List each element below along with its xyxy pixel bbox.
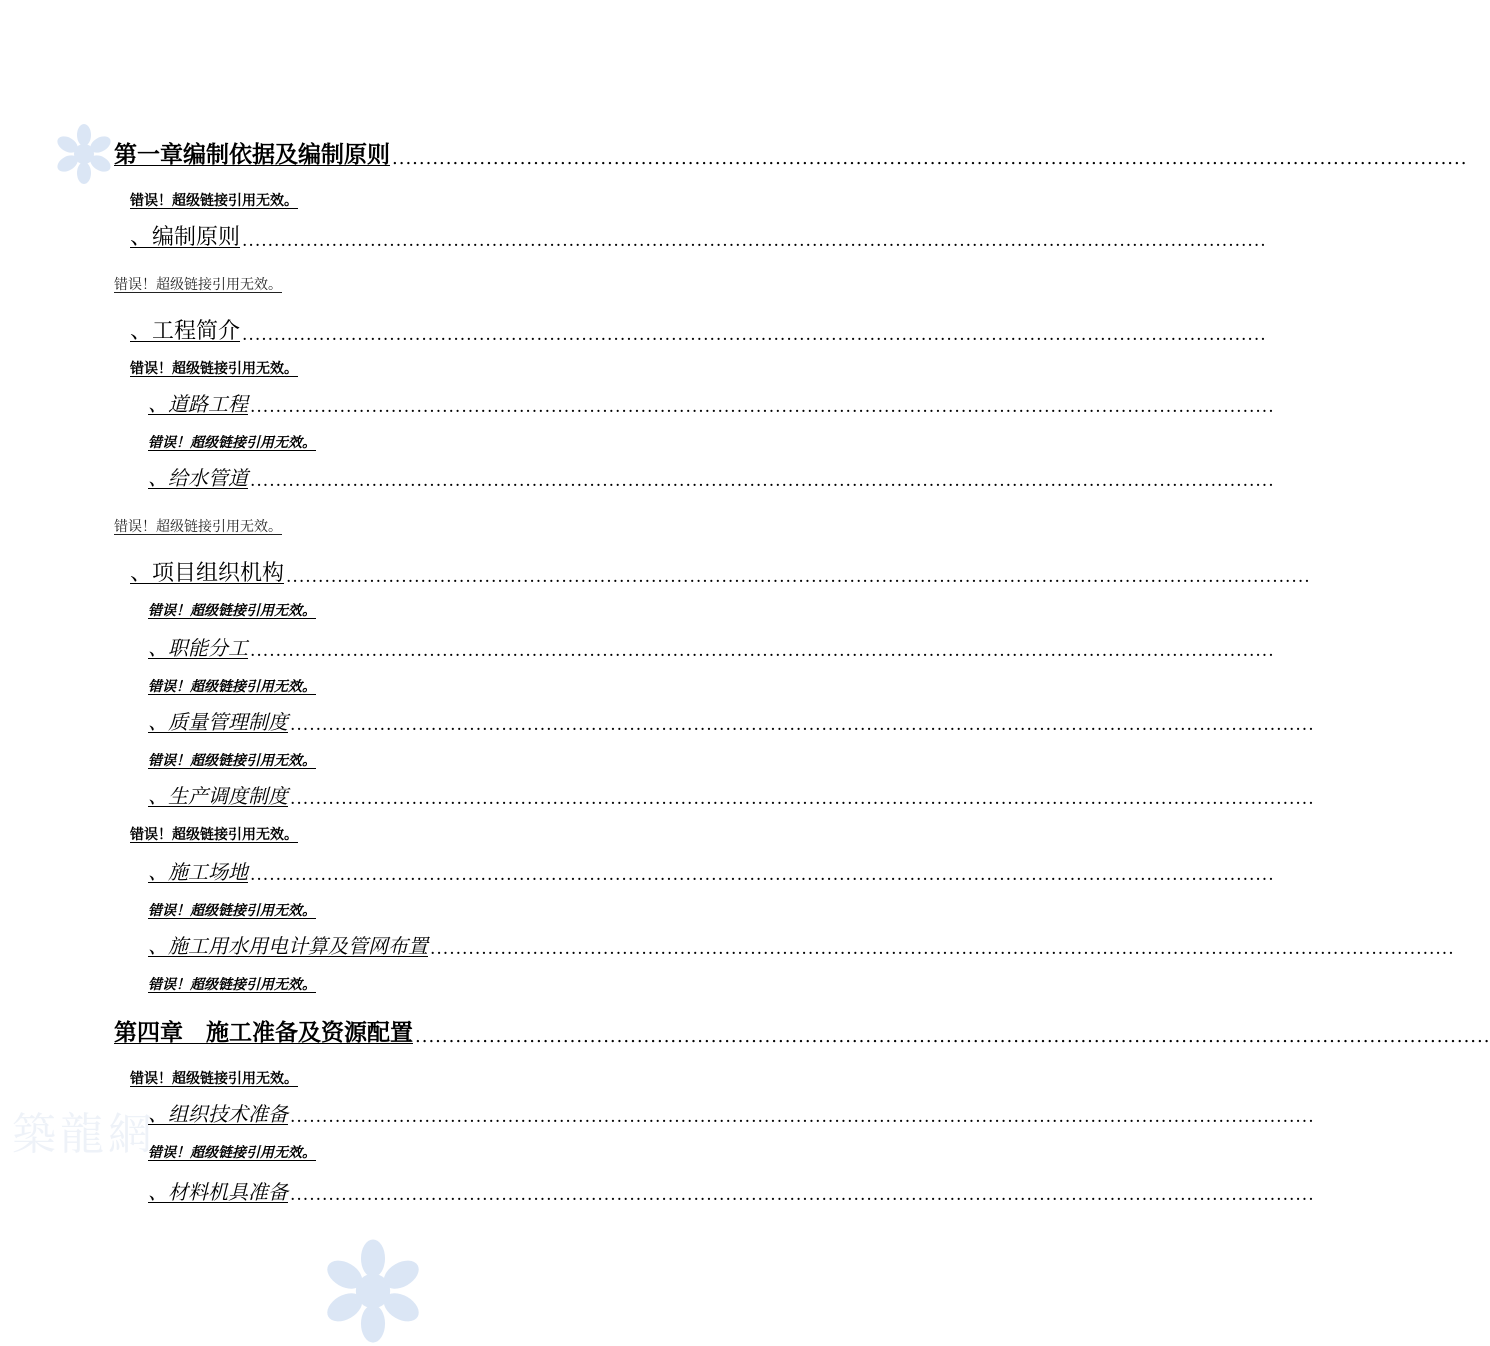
- broken-hyperlink-error[interactable]: 错误！超级链接引用无效。: [148, 1145, 316, 1161]
- toc-entry-title: 、施工场地: [148, 860, 248, 884]
- broken-hyperlink-error[interactable]: 错误！超级链接引用无效。: [130, 827, 298, 843]
- toc-entry-sub[interactable]: [0, 1176, 1315, 1205]
- toc-dot-leader: ................................................................................................................................................................: [290, 1185, 1315, 1205]
- watermark-logo-icon: [318, 1236, 428, 1346]
- toc-entry-title: 、工程简介: [130, 319, 241, 344]
- broken-hyperlink-error[interactable]: 错误！超级链接引用无效。: [148, 679, 316, 695]
- broken-hyperlink-error[interactable]: 错误！超级链接引用无效。: [130, 193, 298, 209]
- broken-hyperlink-error[interactable]: 错误！超级链接引用无效。: [148, 753, 316, 769]
- broken-hyperlink-error[interactable]: 错误！超级链接引用无效。: [148, 603, 316, 619]
- toc-entry-sub[interactable]: [0, 632, 1275, 661]
- toc-entry-sub[interactable]: [0, 856, 1275, 885]
- toc-entry-title: 、项目组织机构: [130, 561, 285, 586]
- toc-entry-section[interactable]: [0, 556, 1311, 587]
- toc-dot-leader: ................................................................................................................................................................: [430, 939, 1455, 959]
- toc-entry-section[interactable]: [0, 314, 1267, 345]
- toc-entry-sub[interactable]: [0, 930, 1455, 959]
- toc-entry-title: 、编制原则: [130, 225, 241, 250]
- toc-entry-sub[interactable]: [0, 1098, 1315, 1127]
- broken-hyperlink-error[interactable]: 错误！超级链接引用无效。: [148, 977, 316, 993]
- toc-entry-chapter[interactable]: [0, 136, 1468, 169]
- watermark-text: 築龍網: [12, 1109, 156, 1160]
- broken-hyperlink-error[interactable]: 错误！超级链接引用无效。: [148, 903, 316, 919]
- toc-entry-title: 、质量管理制度: [148, 710, 288, 734]
- toc-entry-title: 、给水管道: [148, 466, 248, 490]
- toc-entry-title: 、道路工程: [148, 392, 248, 416]
- broken-hyperlink-error[interactable]: 错误！超级链接引用无效。: [130, 361, 298, 377]
- toc-dot-leader: ................................................................................................................................................................: [250, 397, 1275, 417]
- toc-dot-leader: ................................................................................................................................................................: [250, 865, 1275, 885]
- toc-entry-title: 、材料机具准备: [148, 1180, 288, 1204]
- toc-entry-sub[interactable]: [0, 706, 1315, 735]
- toc-entry-sub[interactable]: [0, 388, 1275, 417]
- toc-dot-leader: ................................................................................................................................................................: [290, 715, 1315, 735]
- toc-dot-leader: ................................................................................................................................................................: [250, 471, 1275, 491]
- broken-hyperlink-error[interactable]: 错误！超级链接引用无效。: [148, 435, 316, 451]
- toc-dot-leader: ................................................................................................................................................................: [242, 231, 1267, 251]
- broken-hyperlink-error[interactable]: 错误！超级链接引用无效。: [114, 277, 282, 293]
- toc-dot-leader: ................................................................................................................................................................: [242, 325, 1267, 345]
- toc-entry-title: 、职能分工: [148, 636, 248, 660]
- toc-entry-section[interactable]: [0, 220, 1267, 251]
- broken-hyperlink-error[interactable]: 错误！超级链接引用无效。: [114, 519, 282, 535]
- toc-dot-leader: ................................................................................................................................................................: [415, 1026, 1490, 1047]
- toc-entry-sub[interactable]: [0, 462, 1275, 491]
- toc-dot-leader: ................................................................................................................................................................: [250, 641, 1275, 661]
- toc-entry-title: 、生产调度制度: [148, 784, 288, 808]
- toc-entry-sub[interactable]: [0, 780, 1315, 809]
- toc-entry-chapter[interactable]: [0, 1014, 1490, 1047]
- toc-dot-leader: ................................................................................................................................................................: [290, 789, 1315, 809]
- toc-entry-title: 、施工用水用电计算及管网布置: [148, 934, 428, 958]
- toc-entry-title: 第四章 施工准备及资源配置: [114, 1020, 413, 1046]
- toc-dot-leader: ................................................................................................................................................................: [286, 567, 1311, 587]
- toc-entry-title: 、组织技术准备: [148, 1102, 288, 1126]
- broken-hyperlink-error[interactable]: 错误！超级链接引用无效。: [130, 1071, 298, 1087]
- toc-dot-leader: ................................................................................................................................................................: [392, 148, 1468, 169]
- toc-entry-title: 第一章编制依据及编制原则: [114, 142, 390, 168]
- toc-dot-leader: ................................................................................................................................................................: [290, 1107, 1315, 1127]
